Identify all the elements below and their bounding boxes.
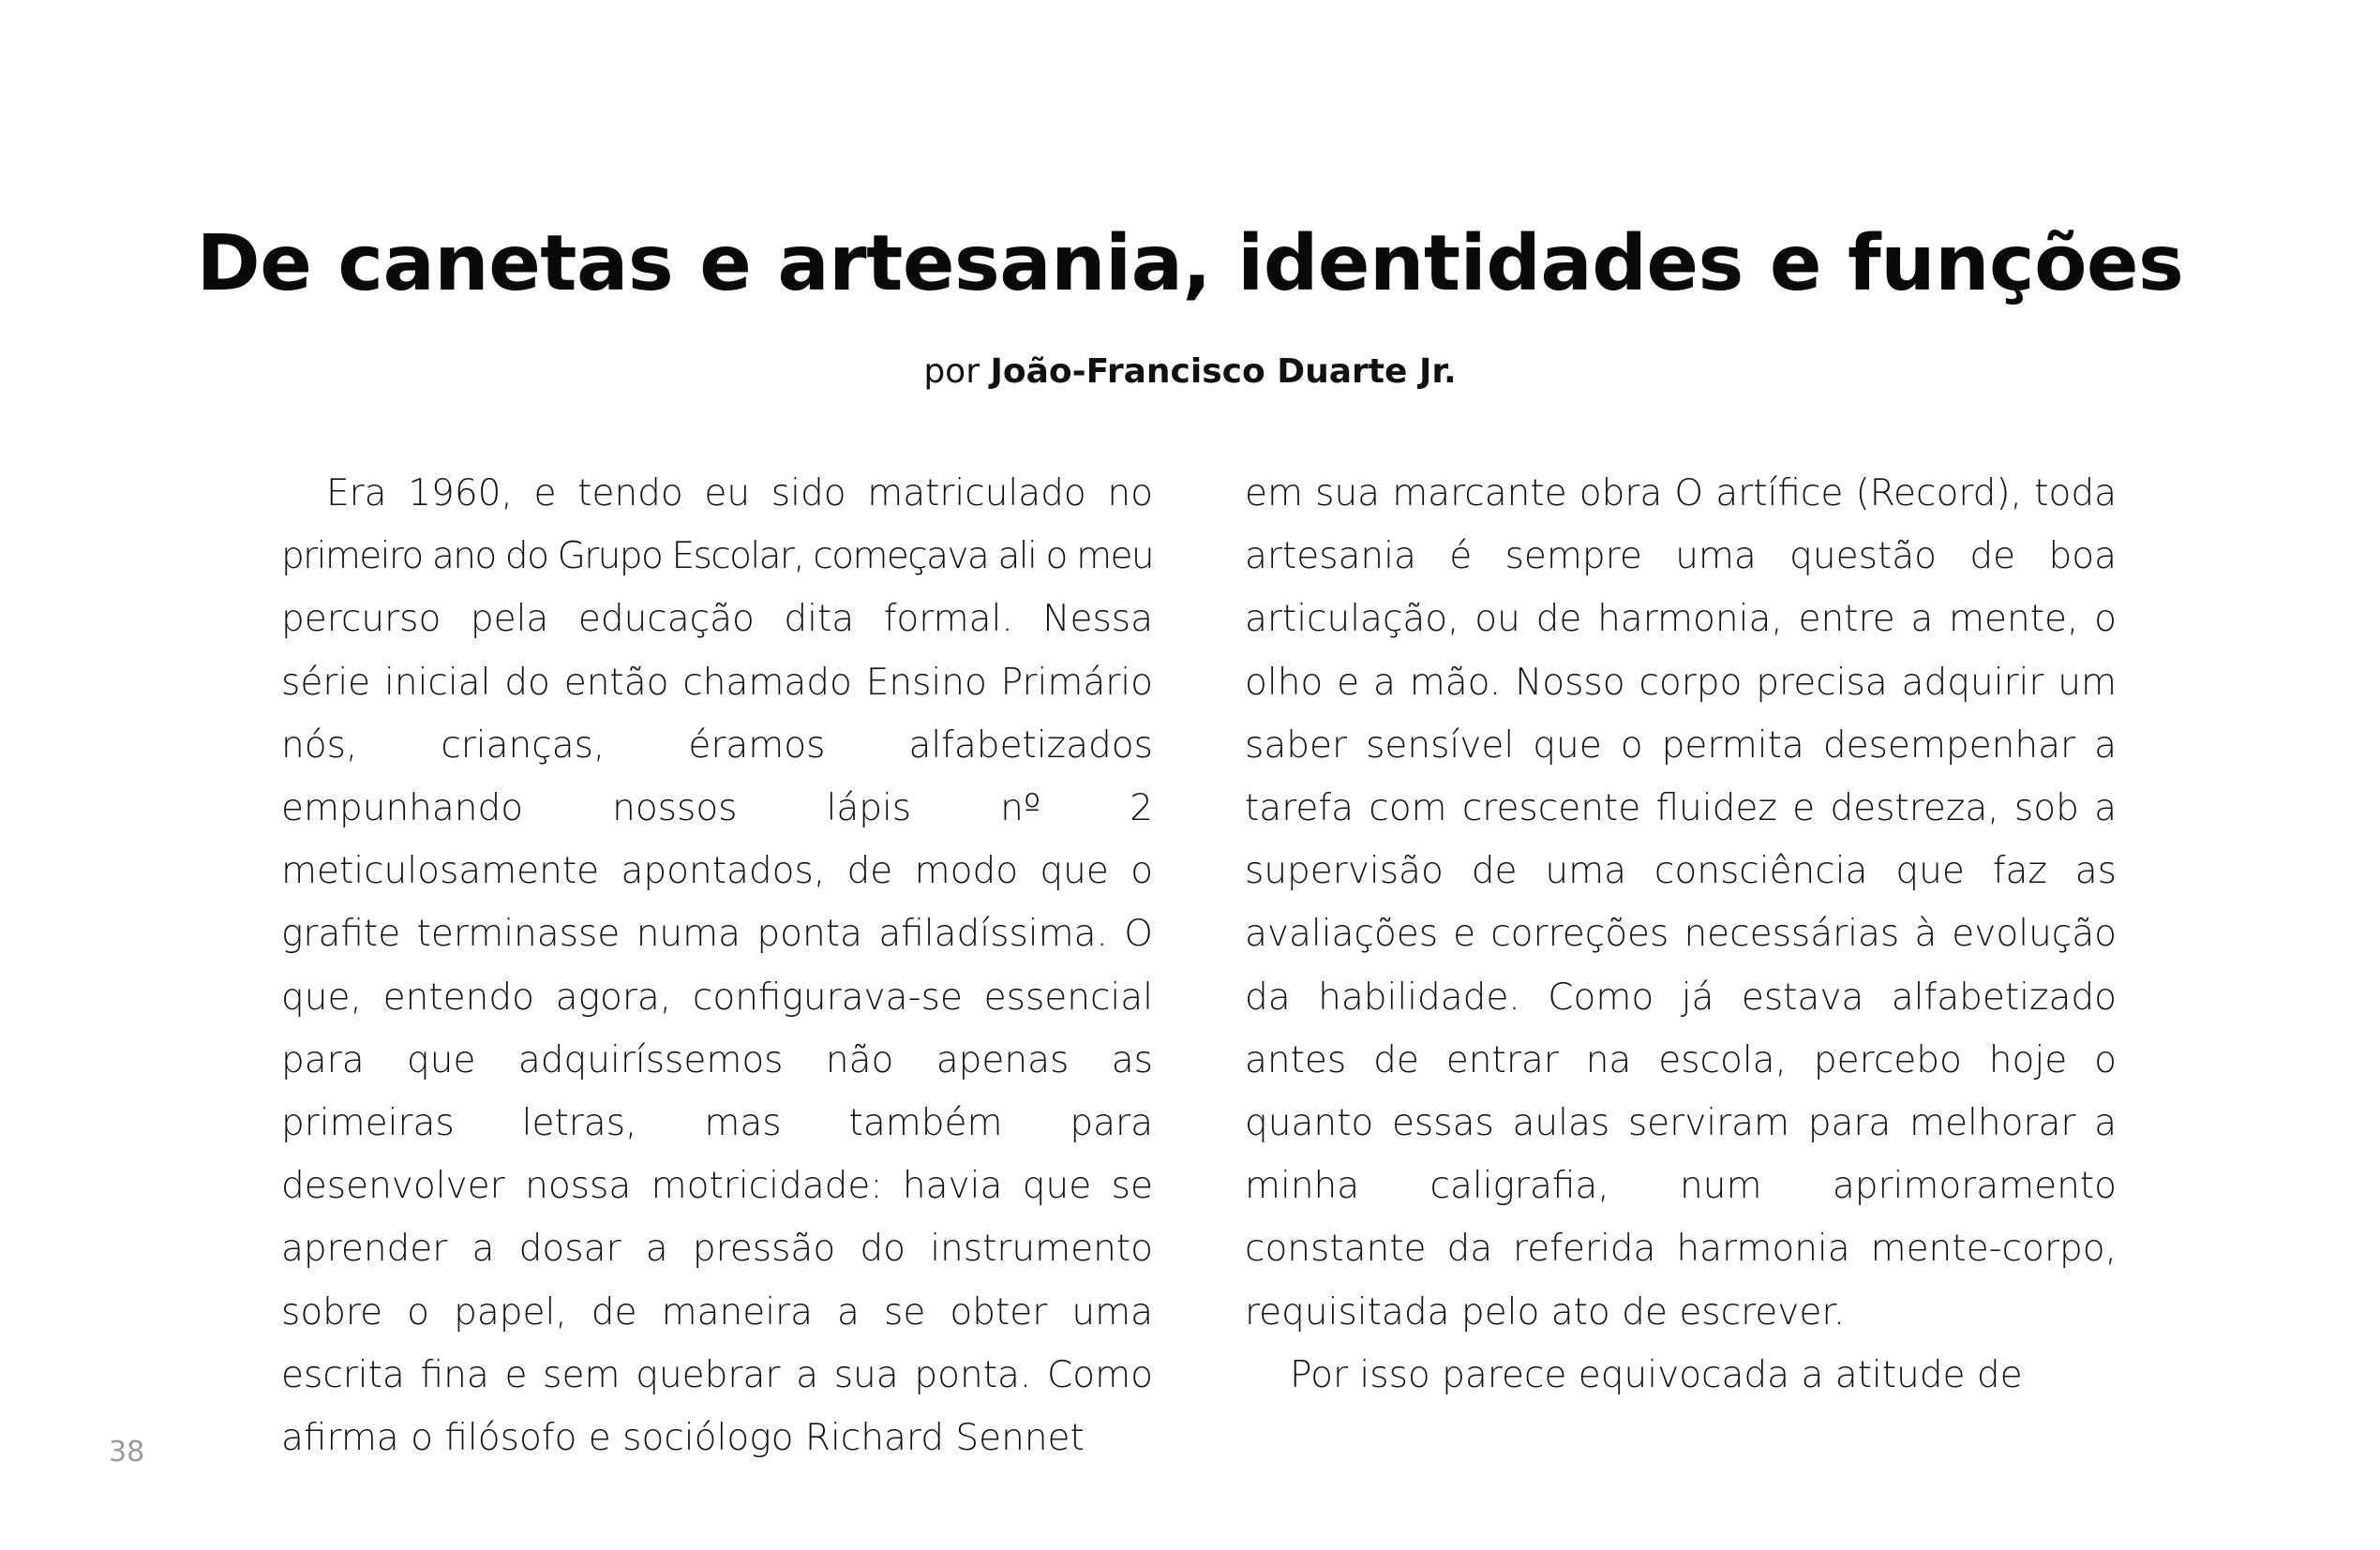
paragraph: em sua marcante obra O artífice (Record), toda artesania é sempre uma questão de boa articulação, ou de harmonia, entre a mente, o olho e a mão. Nosso corpo precisa adquirir um saber sensível que o permita desempenhar a tarefa com crescente fluidez e destreza, sob a supervisão de uma consciência que faz as avaliações e correções necessárias à evolução da habilidade. Como já estava alfabetizado antes de entrar na escola, percebo hoje o quanto essas aulas serviram para melhorar a minha caligrafia, num aprimoramento constante da referida harmonia mente-corpo, requisitada pelo ato de escrever. [1245,472,2117,1334]
article-title: De canetas e artesania, identidades e funções [196,219,2184,308]
paragraph-text: percurso pela educação dita formal. Nessa série inicial do então chamado Ensino Primário nós, crianças, éramos alfabetizados empunhando nossos lápis nº 2 meticulosamente apontados, de modo que o grafite terminasse numa ponta afiladíssima. O que, entendo agora, configurava-se essencial para que adquiríssemos não apenas as primeiras letras, mas também para desenvolver nossa motricidade: havia que se aprender a dosar a pressão do instrumento sobre o papel, de maneira a se obter uma escrita fina e sem quebrar a sua ponta. Como afirma o filósofo e sociólogo Richard Sennet [281,598,1153,1460]
page-number: 38 [109,1436,145,1468]
left-column [281,462,1153,1469]
paragraph [281,462,1153,1469]
paragraph-line: Era 1960, e tendo eu sido matriculado no [326,472,1153,514]
byline-prefix: por [923,352,980,391]
paragraph-line: primeiro ano do Grupo Escolar, começava ali o meu [281,535,1153,578]
author-name: João-Francisco Duarte Jr. [990,352,1457,391]
right-column [1245,462,2117,1407]
paragraph: Por isso parece equivocada a atitude de [1290,1353,2023,1396]
byline [0,349,2380,395]
